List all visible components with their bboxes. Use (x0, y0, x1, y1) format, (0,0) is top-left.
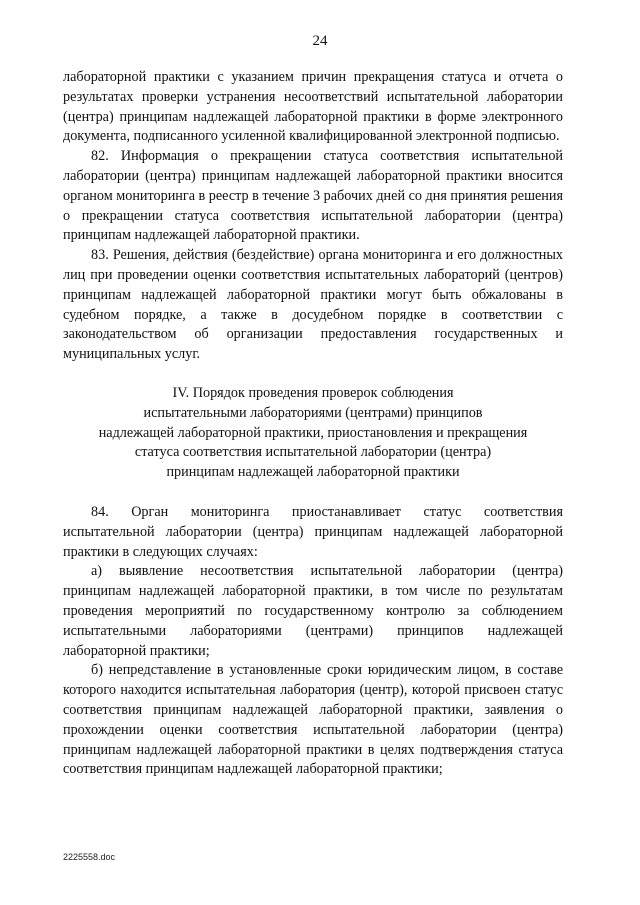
footer-doc-id: 2225558.doc (63, 852, 116, 862)
page-number: 24 (312, 33, 328, 49)
paragraph-83: 83. Решения, действия (бездействие) органа мониторинга и его должностных лиц при проведении оценки соответствия испытательных лабораторий (центров) принципам надлежащей лабораторной практики могут быть обжалованы в судебном порядке, а также в досудебном порядке в соответствии с законодательством об организации предоставления государственных и муниципальных услуг. (63, 247, 563, 363)
paragraph-84-a: а) выявление несоответствия испытательной лаборатории (центра) принципам надлежащей лабораторной практики, в том числе по результатам проведения мероприятий по государственному контролю за соблюдением испытательными лабораториями (центрами) принципов надлежащей лабораторной практики; (63, 563, 563, 659)
paragraph-82: 82. Информация о прекращении статуса соответствия испытательной лаборатории (центра) принципам надлежащей лабораторной практики вносится органом мониторинга в реестр в течение 3 рабочих дней со дня принятия решения о прекращении статуса соответствия испытательной лаборатории (центра) принципам надлежащей лабораторной практики. (63, 148, 563, 244)
section-heading-line: испытательными лабораториями (центрами) принципов (143, 404, 483, 421)
paragraph-84: 84. Орган мониторинга приостанавливает статус соответствия испытательной лаборатории (центра) принципам надлежащей лабораторной практики в следующих случаях: (63, 503, 563, 560)
paragraph-continuation: лабораторной практики с указанием причин прекращения статуса и отчета о результатах проверки устранения несоответствий испытательной лаборатории (центра) принципам надлежащей лабораторной практики в форме электронного документа, подписанного усиленной квалифицированной электронной подписью. (63, 69, 563, 145)
document-body (63, 68, 563, 780)
section-heading-line: принципам надлежащей лабораторной практики (166, 464, 460, 481)
section-heading-line: IV. Порядок проведения проверок соблюдения (172, 384, 454, 401)
section-heading-line: статуса соответствия испытательной лаборатории (центра) (134, 444, 492, 461)
section-heading (63, 384, 563, 483)
paragraph-84-b: б) непредставление в установленные сроки юридическим лицом, в составе которого находится испытательная лаборатория (центр), которой присвоен статус соответствия принципам надлежащей лабораторной практики, заявления о прохождении оценки соответствия испытательной лаборатории (центра) принципам надлежащей лабораторной практики в целях подтверждения статуса соответствия принципам надлежащей лабораторной практики; (63, 662, 563, 778)
section-heading-line: надлежащей лабораторной практики, приостановления и прекращения (98, 424, 528, 441)
